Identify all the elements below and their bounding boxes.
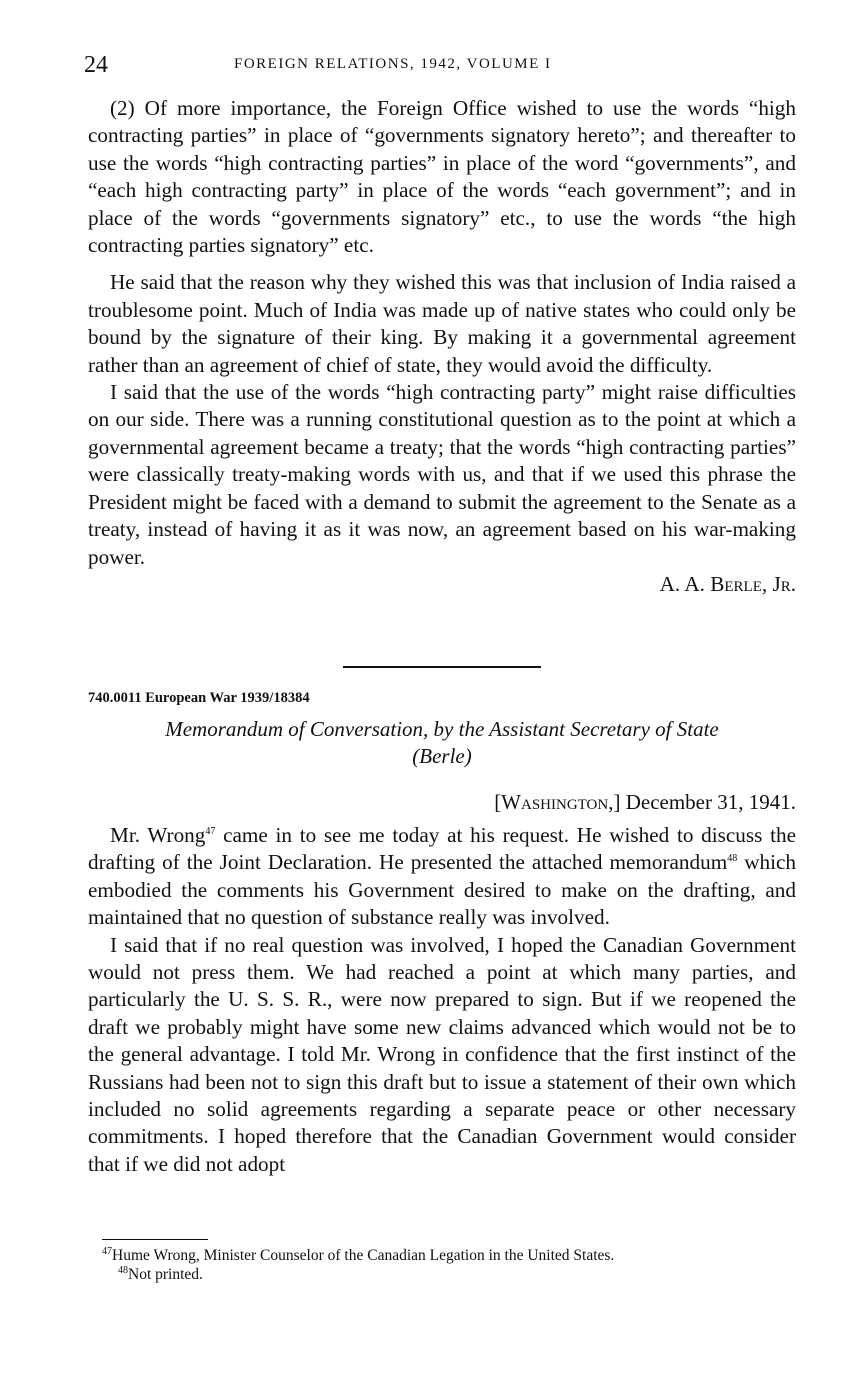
paragraph: I said that the use of the words “high contracting party” might raise difficulties on our side. There was a running constitutional question as to the point at which a governmental agreement became a treaty; that the words “high contracting parties” were classically treaty-making words with us, and that if we used this phrase the President might be faced with a demand to submit the agreement to the Senate as a treaty, instead of having it as it was now, an agreement based on his war-making power. (88, 380, 796, 569)
footnotes (100, 1246, 800, 1284)
text-run: Mr. Wrong (110, 823, 206, 847)
dateline-place: [Washington,] (494, 790, 621, 814)
dateline (494, 790, 796, 815)
page-header (84, 52, 796, 82)
running-title: FOREIGN RELATIONS, 1942, VOLUME I (234, 56, 552, 72)
footnote-marker: 47 (102, 1245, 112, 1257)
memo-title (88, 716, 796, 770)
paragraph: (2) Of more importance, the Foreign Office wished to use the words “high contracting parties” in place of “governments signatory hereto”; and thereafter to use the words “high contracting parties” in place of the word “governments”, and “each high contracting party” in place of the words “each government”; and in place of the words “governments signatory” etc., to use the words “the high contracting parties signatory” etc. (88, 96, 796, 258)
footnote (100, 1265, 800, 1284)
footnote-marker: 48 (118, 1264, 128, 1276)
page-number: 24 (84, 52, 108, 78)
text-run: came in to see me today at his request. He wished to discuss the drafting of the Joint Declaration. He presented the attached memorandum (88, 823, 797, 875)
section-divider (343, 666, 541, 668)
signature: A. A. Berle, Jr. (659, 571, 796, 596)
memo-title-author: (Berle) (412, 744, 472, 768)
footnote-ref: 48 (727, 853, 738, 865)
footnote-text: Hume Wrong, Minister Counselor of the Canadian Legation in the United States. (112, 1247, 615, 1264)
paragraph (88, 822, 796, 932)
section-1-body (88, 95, 796, 598)
section-2-body (88, 822, 796, 1178)
footnote-divider (102, 1239, 208, 1240)
footnote-ref: 47 (205, 825, 216, 837)
paragraph: He said that the reason why they wished this was that inclusion of India raised a troublesome point. Much of India was made up of native states who could only be bound by the signature of their king. By making it a governmental agreement rather than an agreement of chief of state, they would avoid the difficulty. (88, 270, 796, 377)
dateline-date: December 31, 1941. (625, 790, 796, 814)
footnote-text: Not printed. (128, 1266, 203, 1283)
footnote (100, 1246, 800, 1265)
text-run: which embodied the comments his Government desired to make on the drafting, and maintained that no question of substance really was involved. (88, 850, 797, 930)
memo-title-line: Memorandum of Conversation, by the Assistant Secretary of State (165, 717, 719, 741)
file-number: 740.0011 European War 1939/18384 (88, 690, 310, 706)
paragraph: I said that if no real question was involved, I hoped the Canadian Government would not press them. We had reached a point at which many parties, and particularly the U. S. S. R., were now prepared to sign. But if we reopened the draft we probably might have some new claims advanced which would not be to the general advantage. I told Mr. Wrong in confidence that the first instinct of the Russians had been not to sign this draft but to issue a statement of their own which included no solid agreements regarding a separate peace or other necessary commitments. I hoped therefore that the Canadian Government would consider that if we did not adopt (88, 932, 796, 1176)
